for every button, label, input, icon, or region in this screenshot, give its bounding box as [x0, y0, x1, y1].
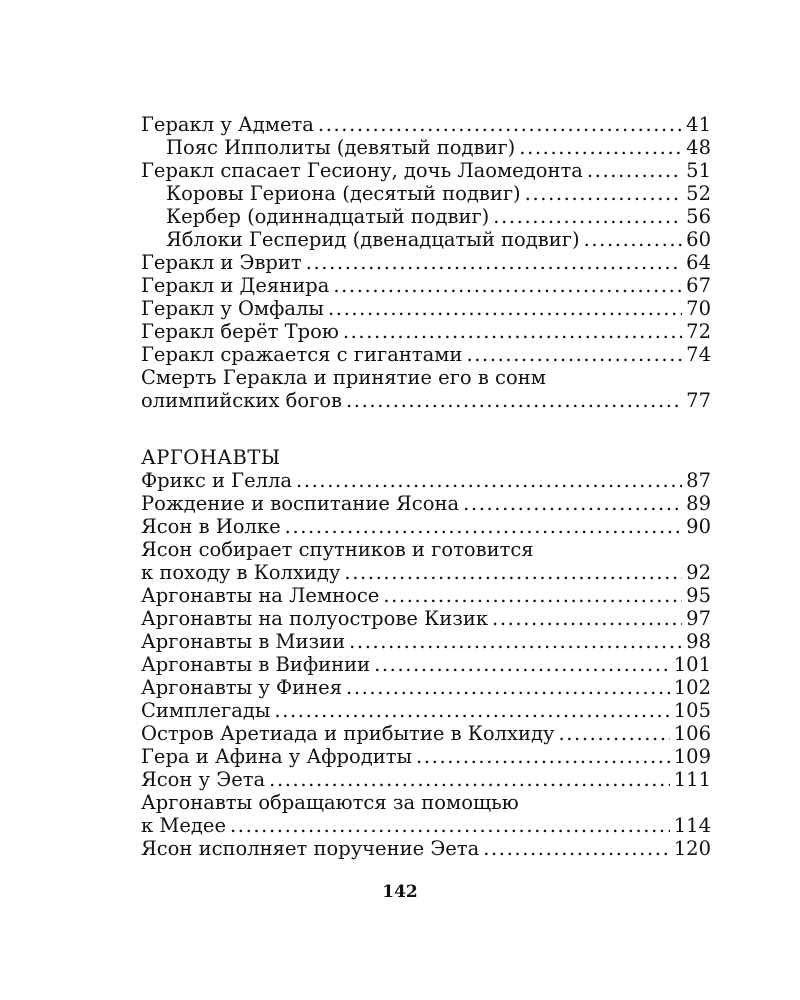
dot-leader [383, 584, 682, 607]
toc-entry-title: Геракл и Деянира [141, 274, 330, 297]
toc-entry-row [141, 584, 711, 607]
dot-leader [296, 469, 682, 492]
toc-entry-title: Коровы Гериона (десятый подвиг) [166, 182, 521, 205]
toc-entry-title: Аргонавты в Вифинии [141, 653, 371, 676]
toc-entry-title: Аргонавты у Финея [141, 676, 343, 699]
toc-entry-page: 106 [673, 722, 711, 745]
toc-entry-title-line1: Аргонавты обращаются за помощью [141, 791, 519, 814]
toc-entry-title-line1: Ясон собирает спутников и готовится [141, 538, 534, 561]
toc-entry-title: Ясон в Иолке [141, 515, 281, 538]
toc-entry-page: 105 [673, 699, 711, 722]
toc-entry-row [141, 297, 711, 320]
toc-entry [141, 745, 711, 768]
toc-entry-title: Яблоки Гесперид (двенадцатый подвиг) [166, 228, 580, 251]
page-number: 142 [382, 882, 418, 902]
toc-entry-row [166, 228, 711, 251]
toc-entry-page: 95 [686, 584, 711, 607]
dot-leader [285, 515, 683, 538]
dot-leader [274, 699, 669, 722]
toc-entry-row [141, 676, 711, 699]
toc-entry-row [141, 722, 711, 745]
dot-leader [374, 653, 670, 676]
toc-entry-title: Геракл и Эврит [141, 251, 302, 274]
toc-entry-title: к Медее [141, 814, 226, 837]
toc-entry [141, 469, 711, 492]
toc-entry-title: Аргонавты в Мизии [141, 630, 346, 653]
toc-entry-title: Рождение и воспитание Ясона [141, 492, 460, 515]
toc-entry-page: 114 [673, 814, 711, 837]
toc-entry-page: 98 [686, 630, 711, 653]
toc-entry [141, 538, 711, 584]
dot-leader [318, 113, 682, 136]
toc-entry-row [141, 814, 711, 837]
toc-entry-row [141, 343, 711, 366]
toc-entry [141, 320, 711, 343]
toc-entry [141, 630, 711, 653]
toc-entry [141, 699, 711, 722]
toc-entry-page: 111 [673, 768, 711, 791]
toc-entry [141, 492, 711, 515]
toc-entry-row [141, 561, 711, 584]
toc-entry [141, 136, 711, 159]
toc-entry [141, 205, 711, 228]
dot-leader [346, 676, 670, 699]
toc-entry-page: 52 [686, 182, 711, 205]
toc-entry-title: Пояс Ипполиты (девятый подвиг) [166, 136, 516, 159]
toc-entry [141, 791, 711, 837]
toc-entry-row [141, 515, 711, 538]
toc-entry [141, 113, 711, 136]
dot-leader [492, 607, 682, 630]
toc-entry [141, 274, 711, 297]
section-gap [141, 412, 711, 446]
toc-entry [141, 297, 711, 320]
toc-entry-page: 102 [673, 676, 711, 699]
toc-entry-title: Симплегады [141, 699, 271, 722]
toc-entry-title: Гера и Афина у Афродиты [141, 745, 413, 768]
toc-entry-page: 48 [686, 136, 711, 159]
toc-entry-row [141, 389, 711, 412]
toc-entry-title: Геракл у Адмета [141, 113, 314, 136]
dot-leader [346, 389, 682, 412]
toc-entry-page: 56 [686, 205, 711, 228]
toc-entry-page: 89 [686, 492, 711, 515]
toc-entry [141, 584, 711, 607]
toc-entry [141, 343, 711, 366]
toc-entry-row [141, 113, 711, 136]
toc-entry [141, 607, 711, 630]
toc-entry-row [166, 182, 711, 205]
toc-entry [141, 676, 711, 699]
toc-entry [141, 182, 711, 205]
dot-leader [483, 837, 670, 860]
dot-leader [344, 561, 682, 584]
toc-entry-title: Фрикс и Гелла [141, 469, 293, 492]
toc-entry [141, 366, 711, 412]
toc-entry-title: Кербер (одиннадцатый подвиг) [166, 205, 490, 228]
dot-leader [463, 492, 682, 515]
toc-entry-row [141, 607, 711, 630]
toc-entry-row [141, 274, 711, 297]
toc-entry-page: 101 [673, 653, 711, 676]
toc-entry-row [141, 768, 711, 791]
toc-entry-row [141, 492, 711, 515]
dot-leader [333, 274, 682, 297]
toc-entry-row [141, 653, 711, 676]
toc-entry-title: к походу в Колхиду [141, 561, 341, 584]
toc-heracles-list [141, 113, 711, 412]
toc-entry-page: 64 [686, 251, 711, 274]
toc-entry-page: 120 [673, 837, 711, 860]
dot-leader [416, 745, 670, 768]
toc-entry-title: Ясон исполняет поручение Эета [141, 837, 480, 860]
toc-entry-page: 41 [686, 113, 711, 136]
toc-entry-row [141, 745, 711, 768]
dot-leader [558, 722, 669, 745]
toc-entry [141, 768, 711, 791]
toc-entry [141, 837, 711, 860]
toc-entry [141, 653, 711, 676]
toc-entry-page: 70 [686, 297, 711, 320]
toc-entry-title: Геракл берёт Трою [141, 320, 339, 343]
toc-entry-page: 87 [686, 469, 711, 492]
dot-leader [230, 814, 670, 837]
toc-entry-row [141, 699, 711, 722]
toc-entry-title: олимпийских богов [141, 389, 342, 412]
toc-page [141, 113, 711, 860]
toc-entry-row [141, 469, 711, 492]
toc-entry-row [166, 205, 711, 228]
toc-entry-page: 60 [686, 228, 711, 251]
dot-leader [525, 182, 683, 205]
toc-entry [141, 159, 711, 182]
dot-leader [349, 630, 682, 653]
toc-argonauts-list [141, 469, 711, 860]
toc-entry-title: Остров Аретиада и прибытие в Колхиду [141, 722, 555, 745]
toc-entry-row [141, 837, 711, 860]
dot-leader [269, 768, 670, 791]
toc-entry-title: Ясон у Эета [141, 768, 266, 791]
toc-entry-page: 92 [686, 561, 711, 584]
toc-entry-page: 77 [686, 389, 711, 412]
toc-entry-title: Геракл спасает Гесиону, дочь Лаомедонта [141, 159, 583, 182]
toc-entry-page: 74 [686, 343, 711, 366]
section-heading-argonauts: АРГОНАВТЫ [141, 446, 281, 469]
toc-entry-title: Геракл сражается с гигантами [141, 343, 463, 366]
toc-entry-title: Аргонавты на полуострове Кизик [141, 607, 489, 630]
toc-entry [141, 515, 711, 538]
dot-leader [584, 228, 683, 251]
dot-leader [519, 136, 682, 159]
toc-entry-page: 90 [686, 515, 711, 538]
toc-entry-title-line1: Смерть Геракла и принятие его в сонм [141, 366, 546, 389]
dot-leader [587, 159, 682, 182]
toc-entry-page: 72 [686, 320, 711, 343]
toc-entry-page: 67 [686, 274, 711, 297]
dot-leader [493, 205, 682, 228]
dot-leader [466, 343, 682, 366]
toc-entry-row [141, 320, 711, 343]
toc-entry-row [141, 251, 711, 274]
toc-entry-row [166, 136, 711, 159]
toc-entry [141, 251, 711, 274]
toc-entry [141, 722, 711, 745]
toc-entry-title: Аргонавты на Лемносе [141, 584, 380, 607]
toc-entry-title: Геракл у Омфалы [141, 297, 324, 320]
toc-entry-row [141, 630, 711, 653]
toc-entry-page: 109 [673, 745, 711, 768]
toc-entry-page: 97 [686, 607, 711, 630]
dot-leader [343, 320, 682, 343]
dot-leader [306, 251, 682, 274]
dot-leader [328, 297, 682, 320]
toc-entry-page: 51 [686, 159, 711, 182]
toc-entry-row [141, 159, 711, 182]
toc-entry [141, 228, 711, 251]
